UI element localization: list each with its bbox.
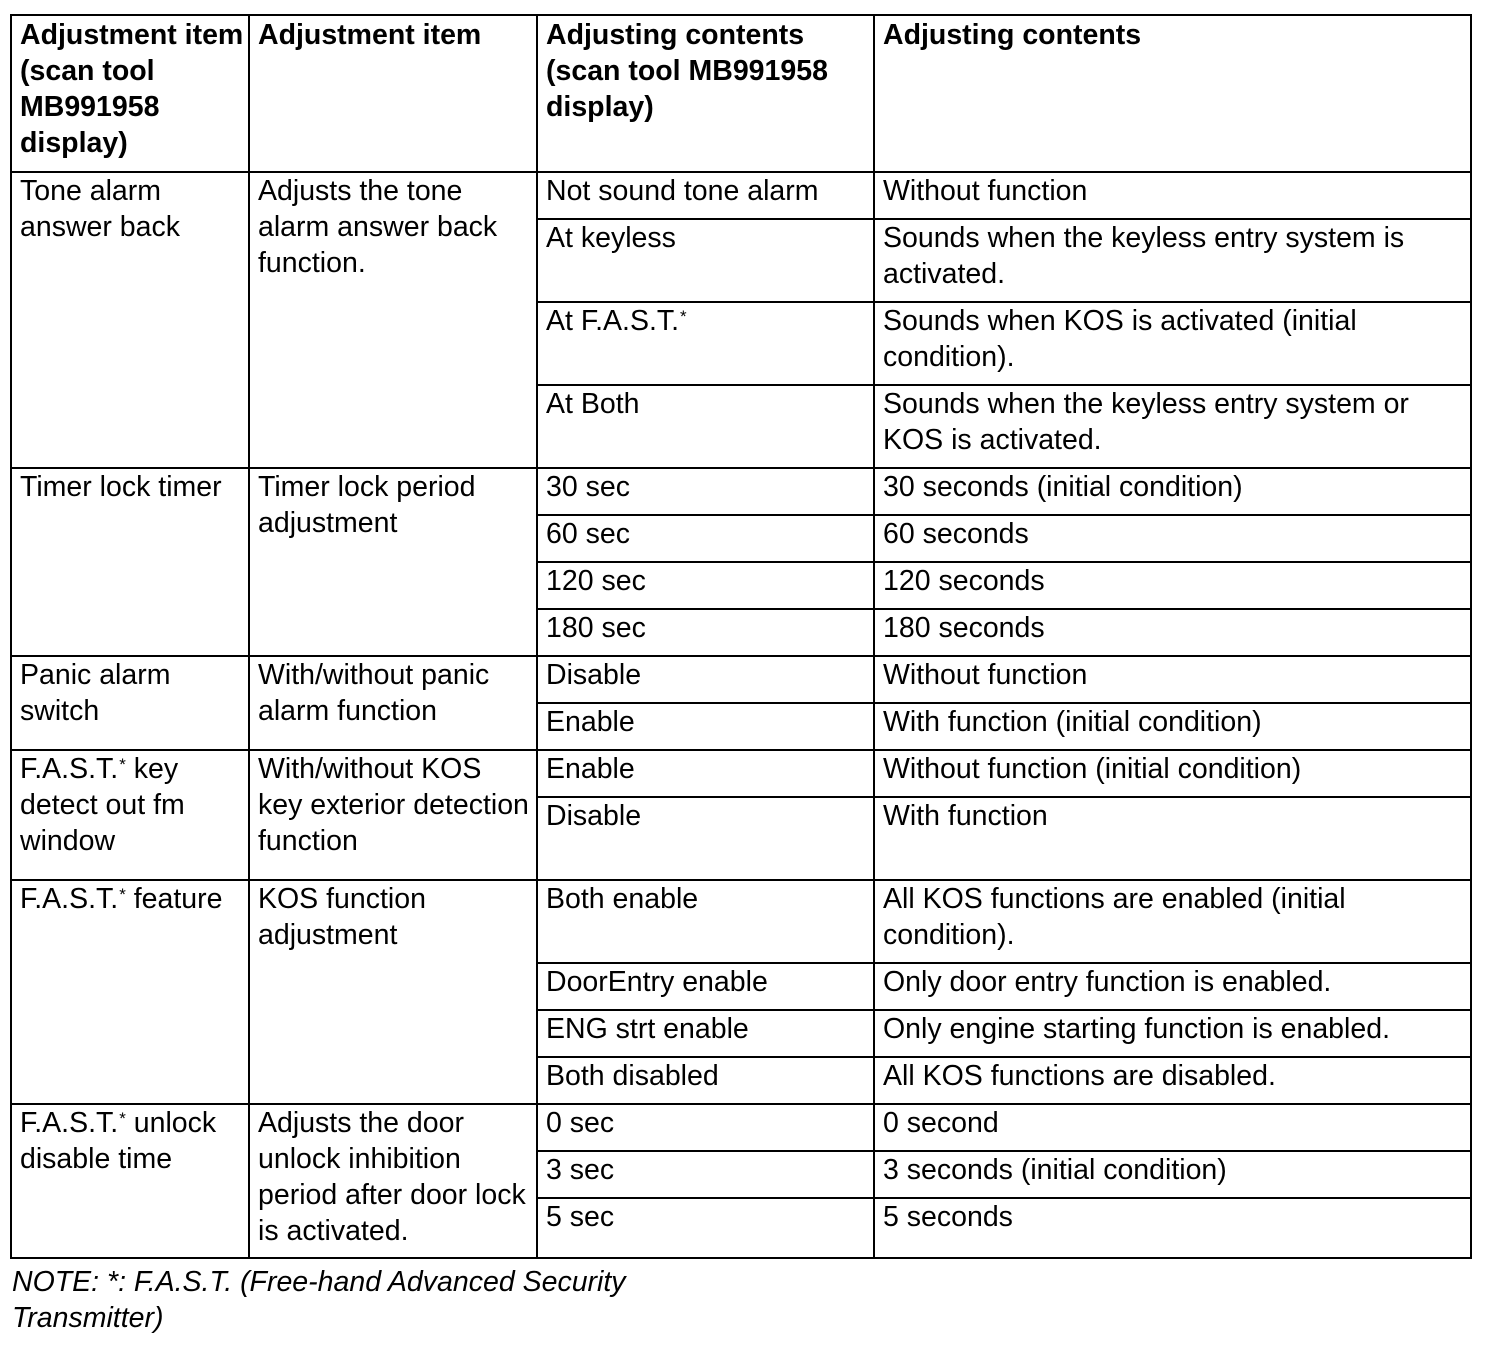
item-cell: Timer lock period adjustment — [249, 468, 537, 656]
contents-cell: Only door entry function is enabled. — [874, 963, 1471, 1010]
contents-cell: Without function — [874, 656, 1471, 703]
contents-cell: With function — [874, 797, 1471, 880]
contents-cell: Without function — [874, 172, 1471, 219]
item-cell: Adjusts the tone alarm answer back function. — [249, 172, 537, 468]
contents-cell: Sounds when KOS is activated (initial condition). — [874, 302, 1471, 385]
display-cell: At keyless — [537, 219, 874, 302]
contents-cell: 5 seconds — [874, 1198, 1471, 1258]
contents-cell: 0 second — [874, 1104, 1471, 1151]
asterisk-marker: * — [680, 307, 687, 326]
contents-cell: All KOS functions are disabled. — [874, 1057, 1471, 1104]
display-cell: Not sound tone alarm — [537, 172, 874, 219]
display-cell: 30 sec — [537, 468, 874, 515]
item-cell: With/without KOS key exterior detection function — [249, 750, 537, 880]
display-cell: 60 sec — [537, 515, 874, 562]
header-item: Adjustment item — [249, 15, 537, 172]
display-cell — [537, 302, 874, 385]
contents-cell: Sounds when the keyless entry system or KOS is activated. — [874, 385, 1471, 468]
display-cell: 3 sec — [537, 1151, 874, 1198]
asterisk-marker: * — [119, 885, 126, 904]
table-row — [11, 750, 1471, 797]
item-display-cell — [11, 880, 249, 1104]
table-row — [11, 1104, 1471, 1151]
display-cell: 0 sec — [537, 1104, 874, 1151]
item-display-suffix: key detect out fm window — [20, 753, 185, 857]
display-cell: 180 sec — [537, 609, 874, 656]
item-cell: Adjusts the door unlock inhibition period after door lock is activated. — [249, 1104, 537, 1258]
item-cell: With/without panic alarm function — [249, 656, 537, 750]
asterisk-marker: * — [119, 1109, 126, 1128]
adjustment-table — [10, 14, 1472, 1259]
display-cell: DoorEntry enable — [537, 963, 874, 1010]
display-cell: At Both — [537, 385, 874, 468]
item-display-cell: Panic alarm switch — [11, 656, 249, 750]
contents-cell: Sounds when the keyless entry system is activated. — [874, 219, 1471, 302]
asterisk-marker: * — [119, 755, 126, 774]
contents-cell: 30 seconds (initial condition) — [874, 468, 1471, 515]
header-contents-display: Adjusting contents (scan tool MB991958 display) — [537, 15, 874, 172]
display-cell: ENG strt enable — [537, 1010, 874, 1057]
contents-cell: 120 seconds — [874, 562, 1471, 609]
contents-cell: Only engine starting function is enabled. — [874, 1010, 1471, 1057]
table-row — [11, 172, 1471, 219]
item-display-cell — [11, 750, 249, 880]
table-row — [11, 880, 1471, 963]
contents-cell: All KOS functions are enabled (initial condition). — [874, 880, 1471, 963]
item-display-suffix: feature — [125, 883, 223, 915]
display-cell: Enable — [537, 750, 874, 797]
contents-cell: 180 seconds — [874, 609, 1471, 656]
display-cell: Both disabled — [537, 1057, 874, 1104]
item-display-cell: Timer lock timer — [11, 468, 249, 656]
table-row — [11, 656, 1471, 703]
display-cell: 5 sec — [537, 1198, 874, 1258]
header-item-display: Adjustment item (scan tool MB991958 display) — [11, 15, 249, 172]
contents-cell: With function (initial condition) — [874, 703, 1471, 750]
display-cell: Enable — [537, 703, 874, 750]
item-display-prefix: F.A.S.T. — [20, 883, 119, 915]
display-cell: Both enable — [537, 880, 874, 963]
item-display-cell: Tone alarm answer back — [11, 172, 249, 468]
table-row — [11, 468, 1471, 515]
contents-cell: 60 seconds — [874, 515, 1471, 562]
item-cell: KOS function adjustment — [249, 880, 537, 1104]
item-display-prefix: F.A.S.T. — [20, 1107, 119, 1139]
display-cell: Disable — [537, 656, 874, 703]
item-display-cell — [11, 1104, 249, 1258]
item-display-prefix: F.A.S.T. — [20, 753, 119, 785]
header-contents: Adjusting contents — [874, 15, 1471, 172]
display-cell: 120 sec — [537, 562, 874, 609]
contents-cell: Without function (initial condition) — [874, 750, 1471, 797]
item-display-suffix: unlock disable time — [20, 1107, 217, 1175]
display-cell: Disable — [537, 797, 874, 880]
footnote: NOTE: *: F.A.S.T. (Free-hand Advanced Security Transmitter) — [12, 1266, 626, 1334]
display-text: At F.A.S.T. — [546, 305, 680, 337]
contents-cell: 3 seconds (initial condition) — [874, 1151, 1471, 1198]
header-row — [11, 15, 1471, 172]
